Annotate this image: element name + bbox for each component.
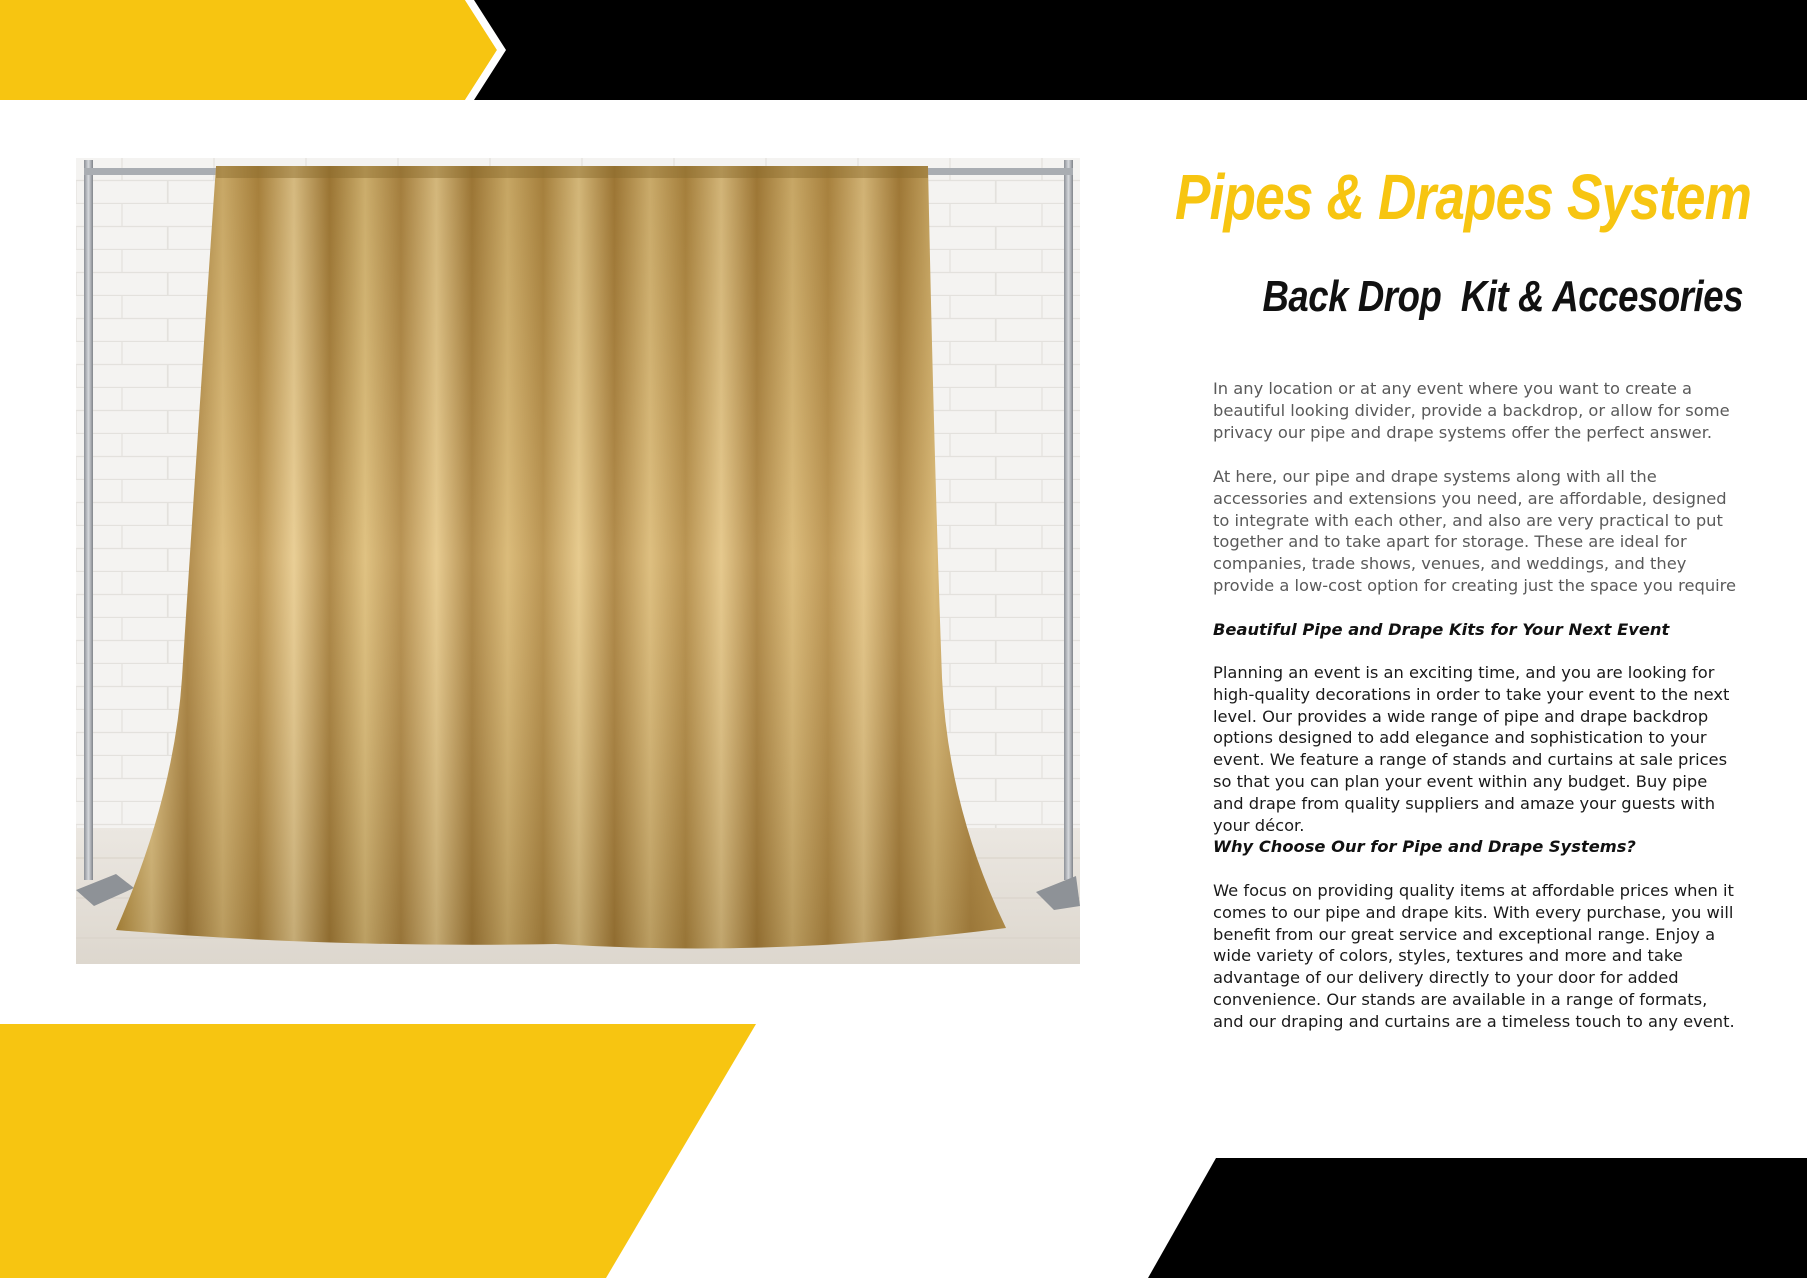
planning-paragraph: Planning an event is an exciting time, and you are looking for high-quality decorations in order to take your event to the next level. Our provides a wide range of pipe and drape backdrop options designed to add elegance and sophistication to your event. We feature a range of stands and curtains at sale prices so that you can plan your event within any budget. Buy pipe and drape from quality suppliers and amaze your guests with your décor. <box>1213 663 1730 835</box>
why-choose-heading-block <box>1213 836 1743 858</box>
page-subtitle: Back Drop Kit & Accesories <box>1262 272 1743 321</box>
kits-heading: Beautiful Pipe and Drape Kits for Your Next Event <box>1213 620 1670 639</box>
bottom-left-yellow-band <box>0 1024 756 1278</box>
drape-photo <box>76 158 1080 964</box>
intro-paragraph: In any location or at any event where you want to create a beautiful looking divider, provide a backdrop, or allow for some privacy our pipe and drape systems offer the perfect answer. <box>1213 379 1730 442</box>
planning-paragraph-block <box>1213 662 1743 836</box>
bottom-right-black-band <box>1148 1158 1807 1278</box>
intro-paragraph-block <box>1213 378 1743 443</box>
quality-paragraph: We focus on providing quality items at affordable prices when it comes to our pipe and drape kits. With every purchase, you will benefit from our great service and exceptional range. Enjoy a wide variety of colors, styles, textures and more and take advantage of our delivery directly to your door for added convenience. Our stands are available in a range of formats, and our draping and curtains are a timeless touch to any event. <box>1213 881 1735 1031</box>
why-choose-heading: Why Choose Our for Pipe and Drape Systems? <box>1213 837 1636 856</box>
details-paragraph-block <box>1213 466 1743 597</box>
kits-heading-block <box>1213 619 1743 641</box>
top-left-yellow-band <box>0 0 497 100</box>
top-black-band <box>474 0 1807 100</box>
left-upright <box>84 160 93 880</box>
page-title: Pipes & Drapes System <box>1174 161 1751 233</box>
right-upright <box>1064 160 1073 880</box>
quality-paragraph-block <box>1213 880 1743 1033</box>
details-paragraph: At here, our pipe and drape systems along with all the accessories and extensions you need, are affordable, designed to integrate with each other, and also are very practical to put together and to take apart for storage. These are ideal for companies, trade shows, venues, and weddings, and they provide a low-cost option for creating just the space you require <box>1213 467 1737 595</box>
